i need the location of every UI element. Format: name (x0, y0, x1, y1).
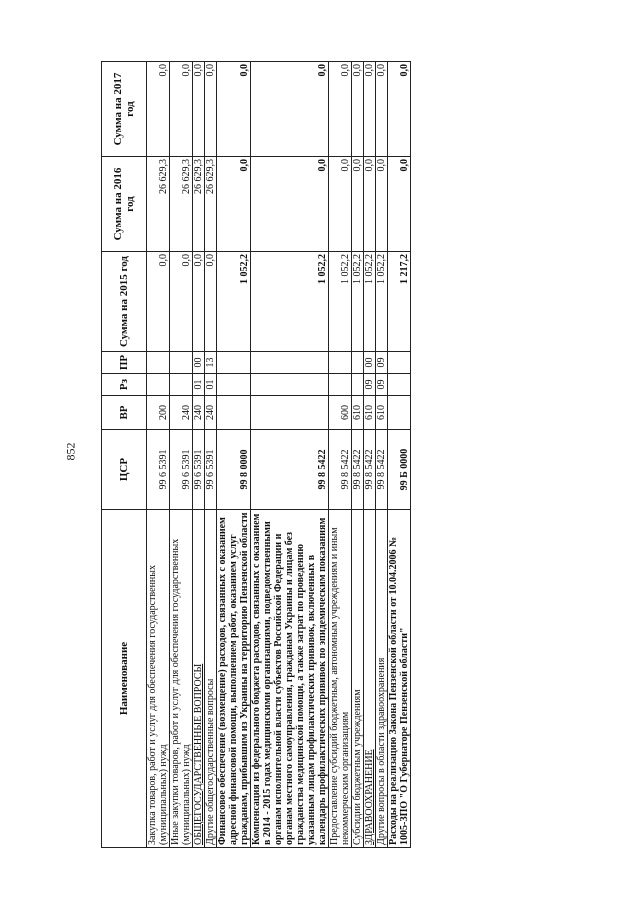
cell-text: 01 (193, 379, 204, 390)
cell-s2015 (364, 252, 376, 352)
cell-name (170, 510, 193, 848)
budget-table (101, 61, 411, 848)
cell-text: 0,0 (376, 64, 387, 77)
header-csr: ЦСР (102, 430, 147, 510)
cell-text: 0,0 (181, 64, 192, 77)
cell-text: 09 (376, 357, 387, 368)
cell-rz (251, 374, 329, 396)
cell-text: 09 (376, 379, 387, 390)
cell-text: 26 629,3 (158, 159, 169, 194)
cell-vr (147, 396, 170, 430)
cell-csr (251, 430, 329, 510)
cell-s2016 (193, 157, 205, 252)
cell-csr (217, 430, 251, 510)
cell-text: 1 052,2 (376, 254, 387, 284)
cell-text: 0,0 (340, 159, 351, 172)
table-row (329, 62, 352, 848)
cell-name (352, 510, 364, 848)
cell-s2017 (251, 62, 329, 157)
cell-text: 99 6 5391 (158, 449, 169, 490)
cell-vr (364, 396, 376, 430)
cell-s2017 (205, 62, 217, 157)
cell-text: Другие вопросы в области здравоохранения (376, 657, 387, 845)
cell-text: 0,0 (239, 64, 250, 77)
cell-csr (329, 430, 352, 510)
cell-text: 200 (158, 405, 169, 420)
cell-rz (352, 374, 364, 396)
table-row (251, 62, 329, 848)
cell-s2017 (388, 62, 411, 157)
cell-vr (251, 396, 329, 430)
cell-text: Предоставление субсидий бюджетным, автономным учреждениям и иным некоммерческим организациям (329, 527, 351, 845)
header-sum-2017: Сумма на 2017 год (102, 62, 147, 157)
cell-text: 00 (364, 357, 375, 368)
cell-s2016 (329, 157, 352, 252)
cell-csr (364, 430, 376, 510)
cell-text: ОБЩЕГОСУДАРСТВЕННЫЕ ВОПРОСЫ (193, 663, 204, 845)
cell-s2017 (217, 62, 251, 157)
cell-text: 0,0 (317, 64, 328, 77)
cell-s2016 (251, 157, 329, 252)
cell-pr (364, 352, 376, 374)
cell-s2016 (388, 157, 411, 252)
cell-s2015 (376, 252, 388, 352)
header-sum-2016: Сумма на 2016 год (102, 157, 147, 252)
cell-vr (193, 396, 205, 430)
cell-text: 99 6 5391 (193, 449, 204, 490)
table-row (352, 62, 364, 848)
cell-s2016 (170, 157, 193, 252)
cell-text: Субсидии бюджетным учреждениям (352, 689, 363, 845)
cell-pr (251, 352, 329, 374)
cell-text: 240 (205, 405, 216, 420)
table-row (205, 62, 217, 848)
cell-text: 240 (193, 405, 204, 420)
cell-text: 99 8 5422 (364, 449, 375, 490)
cell-s2015 (170, 252, 193, 352)
cell-vr (170, 396, 193, 430)
cell-text: 1 052,2 (352, 254, 363, 284)
cell-s2016 (376, 157, 388, 252)
table-row (147, 62, 170, 848)
cell-s2017 (376, 62, 388, 157)
cell-rz (388, 374, 411, 396)
page-number: 852 (63, 442, 78, 461)
cell-name (251, 510, 329, 848)
cell-text: 0,0 (352, 64, 363, 77)
cell-text: 600 (340, 405, 351, 420)
cell-pr (147, 352, 170, 374)
cell-text: 0,0 (399, 64, 410, 77)
cell-pr (193, 352, 205, 374)
cell-text: 0,0 (239, 159, 250, 172)
cell-vr (352, 396, 364, 430)
cell-csr (352, 430, 364, 510)
cell-text: 1 052,2 (364, 254, 375, 284)
cell-name (376, 510, 388, 848)
cell-pr (329, 352, 352, 374)
cell-text: 1 052,2 (317, 254, 328, 284)
header-sum-2015: Сумма на 2015 год (102, 252, 147, 352)
cell-rz (364, 374, 376, 396)
cell-pr (205, 352, 217, 374)
cell-name (364, 510, 376, 848)
cell-text: 09 (364, 379, 375, 390)
cell-text: ЗДРАВООХРАНЕНИЕ (364, 749, 375, 845)
cell-vr (388, 396, 411, 430)
cell-text: 0,0 (317, 159, 328, 172)
cell-text: 0,0 (364, 64, 375, 77)
cell-text: Расходы на реализацию Закона Пензенской области от 10.04.2006 № 1005-ЗПО "О Губернаторе Пензенской области" (388, 536, 410, 845)
cell-rz (170, 374, 193, 396)
cell-name (217, 510, 251, 848)
cell-text: 26 629,3 (205, 159, 216, 194)
cell-text: 99 8 5422 (352, 449, 363, 490)
cell-text: 1 052,2 (340, 254, 351, 284)
header-row (102, 62, 147, 848)
cell-text: 0,0 (399, 159, 410, 172)
cell-rz (329, 374, 352, 396)
table-row (217, 62, 251, 848)
cell-text: 240 (181, 405, 192, 420)
header-rz: Рз (102, 374, 147, 396)
table-row (364, 62, 376, 848)
cell-text: 1 217,2 (399, 254, 410, 284)
table-row (170, 62, 193, 848)
cell-pr (170, 352, 193, 374)
cell-text: 1 052,2 (239, 254, 250, 284)
header-vr: ВР (102, 396, 147, 430)
cell-text: Финансовое обеспечение (возмещение) расходов, связанных с оказанием адресной финансовой помощи, выполнением работ, оказанием услуг гражданам, прибывшим из Украины на территорию Пензенской области (217, 512, 250, 845)
cell-rz (147, 374, 170, 396)
cell-text: 0,0 (193, 254, 204, 267)
cell-name (388, 510, 411, 848)
header-name: Наименование (102, 510, 147, 848)
cell-s2015 (329, 252, 352, 352)
cell-text: 13 (205, 357, 216, 368)
cell-text: 610 (376, 405, 387, 420)
cell-s2016 (147, 157, 170, 252)
cell-text: 0,0 (340, 64, 351, 77)
cell-text: 0,0 (158, 64, 169, 77)
cell-text: 99 8 5422 (340, 449, 351, 490)
cell-text: 610 (352, 405, 363, 420)
cell-s2016 (364, 157, 376, 252)
cell-s2017 (352, 62, 364, 157)
cell-csr (376, 430, 388, 510)
cell-s2017 (170, 62, 193, 157)
cell-text: 01 (205, 379, 216, 390)
cell-name (147, 510, 170, 848)
cell-rz (193, 374, 205, 396)
cell-rz (217, 374, 251, 396)
table-row (388, 62, 411, 848)
cell-s2017 (147, 62, 170, 157)
cell-vr (329, 396, 352, 430)
cell-text: Другие общегосударственные вопросы (205, 678, 216, 845)
header-pr: ПР (102, 352, 147, 374)
cell-text: 99 6 5391 (181, 449, 192, 490)
cell-pr (376, 352, 388, 374)
cell-name (193, 510, 205, 848)
cell-pr (217, 352, 251, 374)
cell-text: 0,0 (364, 159, 375, 172)
cell-s2015 (193, 252, 205, 352)
cell-name (329, 510, 352, 848)
cell-text: 99 8 0000 (239, 449, 250, 490)
cell-text: 0,0 (158, 254, 169, 267)
cell-vr (376, 396, 388, 430)
table-body (147, 62, 411, 848)
cell-s2015 (147, 252, 170, 352)
cell-name (205, 510, 217, 848)
cell-text: 0,0 (205, 64, 216, 77)
table-row (193, 62, 205, 848)
cell-text: 99 6 5391 (205, 449, 216, 490)
cell-pr (352, 352, 364, 374)
table-row (376, 62, 388, 848)
cell-s2016 (205, 157, 217, 252)
cell-s2017 (329, 62, 352, 157)
cell-s2017 (193, 62, 205, 157)
cell-s2015 (388, 252, 411, 352)
cell-text: 0,0 (376, 159, 387, 172)
cell-pr (388, 352, 411, 374)
cell-csr (147, 430, 170, 510)
cell-text: 0,0 (352, 159, 363, 172)
budget-table-rotated (101, 62, 548, 848)
cell-rz (376, 374, 388, 396)
cell-vr (217, 396, 251, 430)
cell-text: 99 Б 0000 (399, 448, 410, 491)
cell-text: 26 629,3 (181, 159, 192, 194)
cell-csr (193, 430, 205, 510)
cell-text: 00 (193, 357, 204, 368)
cell-s2015 (352, 252, 364, 352)
cell-text: 0,0 (193, 64, 204, 77)
cell-text: 26 629,3 (193, 159, 204, 194)
cell-text: 0,0 (205, 254, 216, 267)
cell-text: 610 (364, 405, 375, 420)
cell-text: Иные закупки товаров, работ и услуг для обеспечения государственных (муниципальных) нужд (170, 538, 192, 845)
cell-s2015 (251, 252, 329, 352)
cell-text: Компенсация из федерального бюджета расходов, связанных с оказанием в 2014 - 2015 годах медицинскими организациями, подведомственными органам исполнительной власти субъектов Российской Федерации и органам местного самоуправления, гражданам Украины и лицам без гражданства медицинской помощи, а также затрат по проведению указанным лицам профилактических прививок, включенных в календарь профилактических прививок по эпидемическим показаниям (251, 513, 328, 845)
cell-text: Закупка товаров, работ и услуг для обеспечения государственных (муниципальных) нужд (147, 564, 169, 845)
cell-rz (205, 374, 217, 396)
cell-text: 0,0 (181, 254, 192, 267)
cell-s2015 (217, 252, 251, 352)
cell-text: 99 8 5422 (376, 449, 387, 490)
cell-csr (205, 430, 217, 510)
cell-s2017 (364, 62, 376, 157)
cell-s2015 (205, 252, 217, 352)
cell-s2016 (217, 157, 251, 252)
cell-csr (388, 430, 411, 510)
cell-csr (170, 430, 193, 510)
cell-vr (205, 396, 217, 430)
cell-s2016 (352, 157, 364, 252)
cell-text: 99 8 5422 (317, 449, 328, 490)
